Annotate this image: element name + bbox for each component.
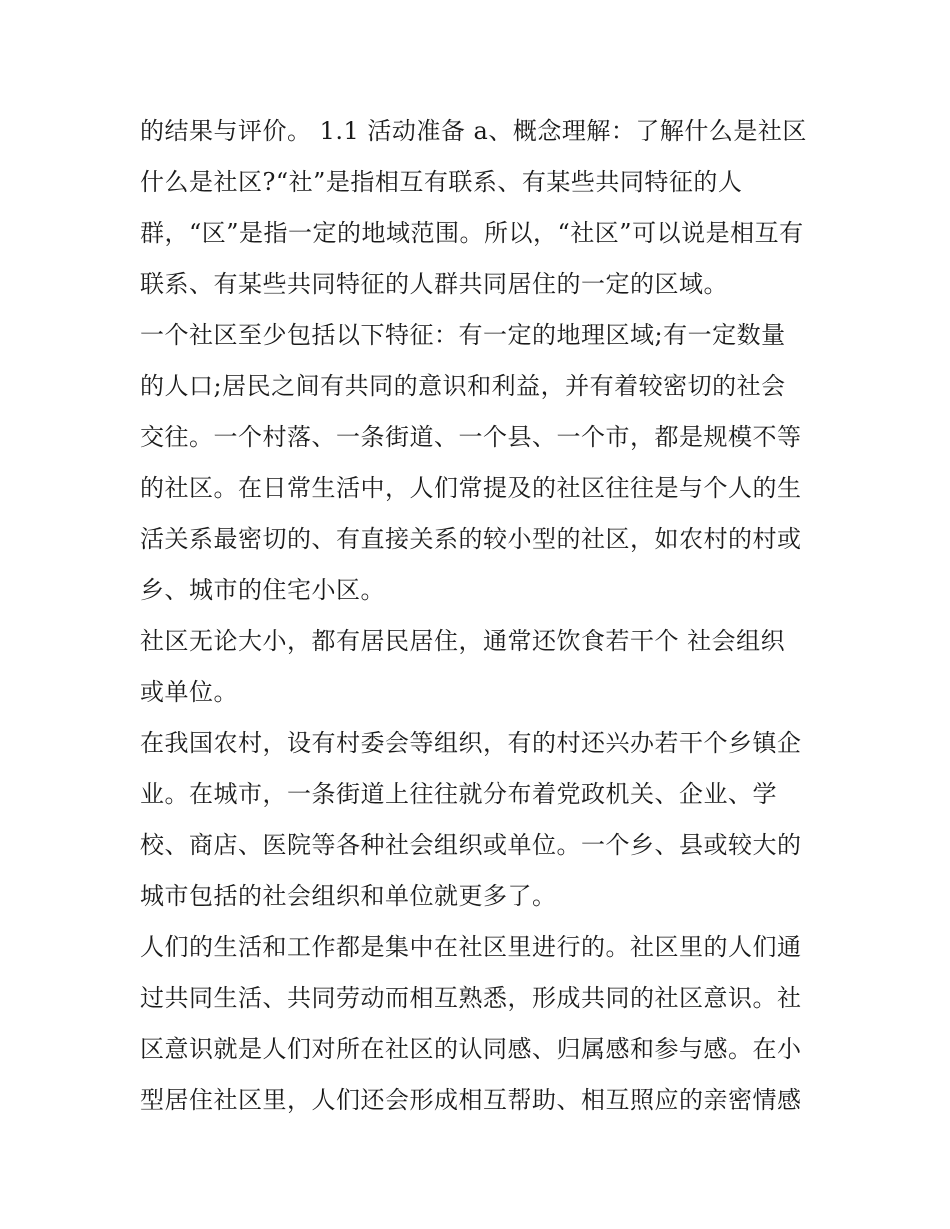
text-line: 联系、有某些共同特征的人群共同居住的一定的区域。 — [140, 270, 728, 298]
text-line: 或单位。 — [140, 678, 238, 706]
text-line: 群，“区”是指一定的地域范围。所以，“社区”可以说是相互有 — [140, 219, 804, 247]
text-line: 在我国农村，设有村委会等组织，有的村还兴办若干个乡镇企 — [140, 729, 802, 757]
text-line: 城市包括的社会组织和单位就更多了。 — [140, 882, 557, 910]
text-line: 什么是社区?“社”是指相互有联系、有某些共同特征的人 — [140, 168, 743, 196]
text-line: 活关系最密切的、有直接关系的较小型的社区，如农村的村或 — [140, 525, 802, 553]
text-line: 校、商店、医院等各种社会组织或单位。一个乡、县或较大的 — [140, 831, 802, 859]
text-line: 业。在城市，一条街道上往往就分布着党政机关、企业、学 — [140, 780, 777, 808]
text-line: 乡、城市的住宅小区。 — [140, 576, 385, 604]
document-page — [140, 106, 820, 1126]
text-line: 的结果与评价。 1.1 活动准备 a、概念理解：了解什么是社区 — [140, 117, 807, 145]
text-line: 型居住社区里，人们还会形成相互帮助、相互照应的亲密情感 — [140, 1086, 802, 1114]
text-line: 的人口;居民之间有共同的意识和利益，并有着较密切的社会 — [140, 372, 786, 400]
text-line: 交往。一个村落、一条街道、一个县、一个市，都是规模不等 — [140, 423, 802, 451]
text-line: 社区无论大小，都有居民居住，通常还饮食若干个 社会组织 — [140, 627, 786, 655]
text-line: 一个社区至少包括以下特征：有一定的地理区域;有一定数量 — [140, 321, 786, 349]
text-line: 人们的生活和工作都是集中在社区里进行的。社区里的人们通 — [140, 933, 802, 961]
text-line: 的社区。在日常生活中，人们常提及的社区往往是与个人的生 — [140, 474, 802, 502]
text-line: 过共同生活、共同劳动而相互熟悉，形成共同的社区意识。社 — [140, 984, 802, 1012]
text-line: 区意识就是人们对所在社区的认同感、归属感和参与感。在小 — [140, 1035, 802, 1063]
